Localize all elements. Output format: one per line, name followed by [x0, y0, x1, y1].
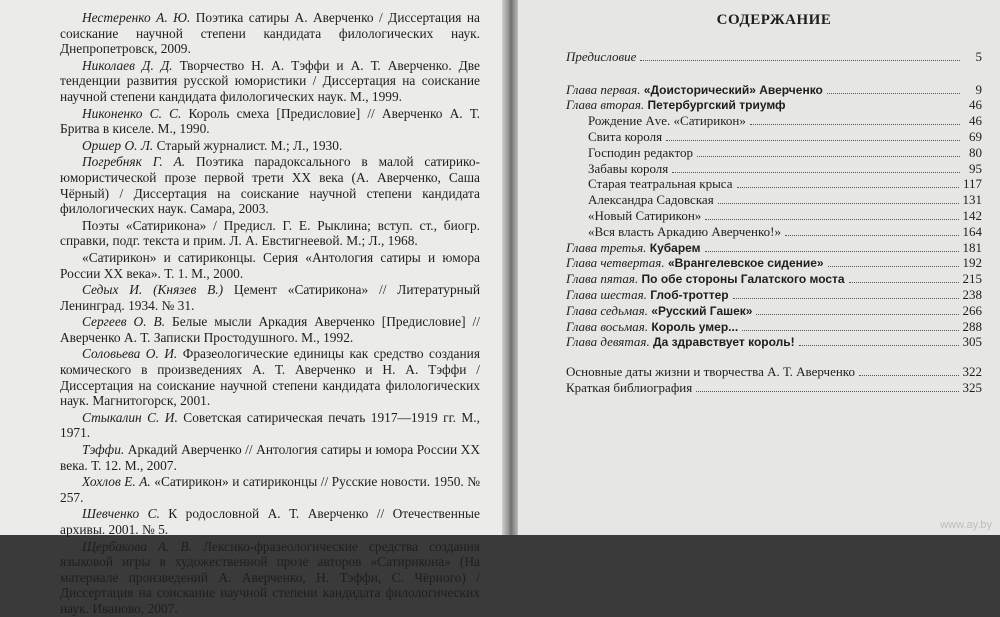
- toc-row: [566, 224, 982, 240]
- toc-row-chapter: [566, 98, 982, 114]
- chapter2-subsections: [566, 113, 982, 239]
- toc-row: [566, 303, 982, 319]
- leader-dots: [672, 172, 960, 173]
- toc-row: [566, 335, 982, 351]
- entry-author: Стыкалин С. И.: [82, 409, 178, 425]
- toc-row: [566, 240, 982, 256]
- toc-label: Забавы короля: [588, 160, 669, 176]
- toc-page: 5: [975, 48, 982, 64]
- toc-page: 192: [962, 255, 982, 271]
- chapter-title: По обе стороны Галатского моста: [638, 272, 845, 287]
- leader-dots: [849, 282, 959, 283]
- toc-page: 181: [962, 239, 982, 255]
- toc-label: «Вся власть Аркадию Аверченко!»: [588, 223, 781, 239]
- toc-page: 131: [962, 192, 982, 208]
- bibliography-entry: [60, 282, 480, 313]
- toc-label: [566, 287, 729, 303]
- entry-author: Сергеев О. В.: [82, 314, 166, 330]
- entry-text: Поэтика парадоксального в малой сатирико-юмористической прозе первой трети XX века (А. Аверченко, Саша Чёрный) / Диссертация на соискание научной степени кандидата филологических наук. Самара, 2003.: [60, 154, 480, 217]
- toc-label: [566, 82, 823, 98]
- toc-page: 215: [962, 271, 982, 287]
- entry-text: К родословной А. Т. Аверченко // Отечественные архивы. 2001. № 5.: [60, 506, 481, 537]
- toc-page: 266: [962, 302, 982, 318]
- entry-text: Старый журналист. М.; Л., 1930.: [153, 137, 343, 153]
- leader-dots: [737, 187, 959, 188]
- entry-text: Поэты «Сатирикона» / Предисл. Г. Е. Рыклина; вступ. ст., биогр. справки, подг. текста и прим. Л. А. Евстигнеевой. М.; Л., 1968.: [60, 217, 480, 249]
- toc-label: [566, 240, 701, 256]
- leader-dots: [733, 298, 959, 299]
- toc-label: [566, 303, 752, 319]
- toc-label: Рождение Аve. «Сатирикон»: [588, 113, 746, 129]
- toc-row: [566, 192, 982, 208]
- entry-author: Щербакова А. В.: [82, 538, 193, 554]
- chapter-prefix: Глава третья.: [566, 239, 647, 255]
- leader-dots: [756, 314, 958, 315]
- toc-label: [566, 319, 738, 335]
- toc-row: [566, 177, 982, 193]
- entry-author: Погребняк Г. А.: [82, 154, 186, 170]
- toc-page: 288: [962, 318, 982, 334]
- leader-dots: [705, 251, 959, 252]
- toc-row: [566, 129, 982, 145]
- bibliography-entry: [60, 346, 480, 408]
- leader-dots: [640, 60, 960, 61]
- chapter-prefix: Глава пятая.: [566, 271, 639, 287]
- bibliography-entry: [60, 410, 480, 441]
- bibliography-entry: [60, 506, 480, 537]
- bibliography-entry: [60, 442, 480, 473]
- toc-row: [566, 256, 982, 272]
- toc-label: Александра Садовская: [588, 192, 714, 208]
- leader-dots: [859, 375, 959, 376]
- leader-dots: [705, 219, 958, 220]
- entry-text: Аркадий Аверченко // Антология сатиры и юмора России XX века. Т. 12. М., 2007.: [60, 442, 480, 473]
- chapter-title: «Доисторический» Аверченко: [640, 82, 823, 97]
- toc-page: 80: [969, 144, 982, 160]
- toc-page: 142: [962, 207, 982, 223]
- entry-text: Лексико-фразеологические средства создания языковой игры в художественной прозе авторов «Сатирикона» (На материале произведений А. Аверченко, Н. Тэффи, С. Чёрного) / Диссертация на соискание научной степени кандидата филологических наук. Иваново, 2007.: [60, 538, 480, 616]
- chapter-title: Петербургский триумф: [644, 98, 786, 113]
- toc-row: [566, 319, 982, 335]
- table-of-contents: [566, 49, 982, 396]
- bibliography-entry: [60, 10, 480, 57]
- chapter-prefix: Глава четвертая.: [566, 255, 665, 271]
- entry-text: Фразеологические единицы как средство создания комического в произведениях А. Т. Аверченко и Н. А. Тэффи / Диссертация на соискание научной степени кандидата филологических наук. Магнитогорск, 2001.: [60, 346, 480, 409]
- toc-page: 238: [962, 286, 982, 302]
- contents-title: СОДЕРЖАНИЕ: [716, 12, 832, 28]
- right-page-contents: [518, 0, 1000, 535]
- bibliography-entry: [60, 474, 480, 505]
- toc-page: 46: [969, 113, 982, 129]
- toc-label: [566, 334, 795, 350]
- leader-dots: [785, 235, 959, 236]
- chapter-title: Король умер...: [648, 319, 739, 334]
- chapter-title: «Русский Гашек»: [647, 303, 753, 318]
- watermark-text: www.ay.by: [940, 519, 992, 531]
- toc-page: 322: [962, 364, 982, 380]
- entry-text: Поэтика сатиры А. Аверченко / Диссертация на соискание научной степени кандидата филологических наук. Днепропетровск, 2009.: [60, 10, 480, 57]
- leader-dots: [718, 203, 959, 204]
- toc-page: 95: [969, 160, 982, 176]
- entry-text: Советская сатирическая печать 1917—1919 гг. М., 1971.: [60, 409, 480, 441]
- chapter-prefix: Глава седьмая.: [566, 302, 648, 318]
- toc-label: «Новый Сатирикон»: [588, 207, 702, 223]
- entry-text: Король смеха [Предисловие] // Аверченко А. Т. Бритва в киселе. М., 1990.: [60, 105, 480, 137]
- spacer: [566, 65, 982, 82]
- toc-page: 164: [962, 223, 982, 239]
- bibliography-entry: [60, 250, 480, 281]
- bibliography-list: [60, 10, 480, 617]
- toc-row-preface: [566, 49, 982, 65]
- toc-row: [566, 271, 982, 287]
- entry-text: «Сатирикон» и сатириконцы // Русские новости. 1950. № 257.: [60, 474, 480, 505]
- toc-row-bibliography: [566, 380, 982, 396]
- bibliography-entry: [60, 218, 480, 249]
- entry-text: Цемент «Сатирикона» // Литературный Ленинград. 1934. № 31.: [60, 282, 480, 313]
- entry-author: Седых И. (Князев В.): [82, 282, 224, 298]
- bibliography-entry: [60, 154, 480, 216]
- entry-text: Белые мысли Аркадия Аверченко [Предисловие] // Аверченко А. Т. Записки Простодушного. М., 1992.: [60, 314, 480, 345]
- toc-row: [566, 287, 982, 303]
- leader-dots: [799, 345, 959, 346]
- chapter-title: «Врангелевское сидение»: [664, 256, 824, 271]
- toc-label: Свита короля: [588, 128, 663, 144]
- toc-page: 9: [975, 81, 982, 97]
- toc-label: [566, 97, 786, 113]
- toc-row-dates: [566, 364, 982, 380]
- entry-text: «Сатирикон» и сатириконцы. Серия «Антология сатиры и юмора России XX века». Т. 1. М., 2000.: [60, 249, 480, 281]
- leader-dots: [666, 140, 960, 141]
- chapter-title: Глоб-троттер: [646, 287, 729, 302]
- bibliography-entry: [60, 539, 480, 617]
- toc-label: [566, 255, 824, 271]
- leader-dots: [697, 156, 960, 157]
- toc-row: [566, 161, 982, 177]
- leader-dots: [696, 391, 958, 392]
- chapter-prefix: Глава первая.: [566, 81, 641, 97]
- entry-author: Шевченко С.: [82, 506, 160, 522]
- toc-label: Краткая библиография: [566, 379, 693, 395]
- book-gutter: [502, 0, 518, 535]
- toc-label: Господин редактор: [588, 144, 693, 160]
- entry-author: Оршер О. Л.: [82, 137, 154, 153]
- chapter-prefix: Глава шестая.: [566, 286, 647, 302]
- leader-dots: [828, 266, 959, 267]
- toc-page: 69: [969, 128, 982, 144]
- entry-author: Нестеренко А. Ю.: [82, 10, 191, 25]
- toc-page: 325: [962, 379, 982, 395]
- leader-dots: [827, 93, 960, 94]
- toc-page: 305: [962, 334, 982, 350]
- entry-author: Соловьева О. И.: [82, 346, 178, 362]
- bibliography-entry: [60, 138, 480, 154]
- chapter-prefix: Глава восьмая.: [566, 318, 649, 334]
- entry-author: Тэффи.: [82, 442, 125, 458]
- entry-author: Хохлов Е. А.: [82, 474, 151, 490]
- bibliography-entry: [60, 106, 480, 137]
- entry-author: Николаев Д. Д.: [82, 57, 173, 73]
- toc-page: 46: [969, 97, 982, 113]
- bibliography-entry: [60, 58, 480, 105]
- entry-text: Творчество Н. А. Тэффи и А. Т. Аверченко. Две тенденции развития русской юмористики / Диссертация на соискание научной степени кандидата филологических наук. М., 1999.: [60, 57, 480, 104]
- chapter-title: Кубарем: [646, 240, 701, 255]
- leader-dots: [742, 330, 958, 331]
- toc-row-chapter: [566, 82, 982, 98]
- toc-label: Предисловие: [566, 48, 637, 64]
- bibliography-entry: [60, 314, 480, 345]
- chapters-list: [566, 240, 982, 351]
- chapter-title: Да здравствует король!: [649, 335, 795, 350]
- toc-row: [566, 113, 982, 129]
- toc-label: Старая театральная крыса: [588, 176, 733, 192]
- chapter-prefix: Глава девятая.: [566, 334, 650, 350]
- entry-author: Никоненко С. С.: [82, 105, 182, 121]
- chapter-prefix: Глава вторая.: [566, 97, 645, 113]
- toc-row: [566, 208, 982, 224]
- spacer: [566, 350, 982, 364]
- toc-label: Основные даты жизни и творчества А. Т. Аверченко: [566, 364, 855, 380]
- toc-row: [566, 145, 982, 161]
- toc-page: 117: [962, 176, 982, 192]
- toc-label: [566, 271, 845, 287]
- leader-dots: [750, 124, 960, 125]
